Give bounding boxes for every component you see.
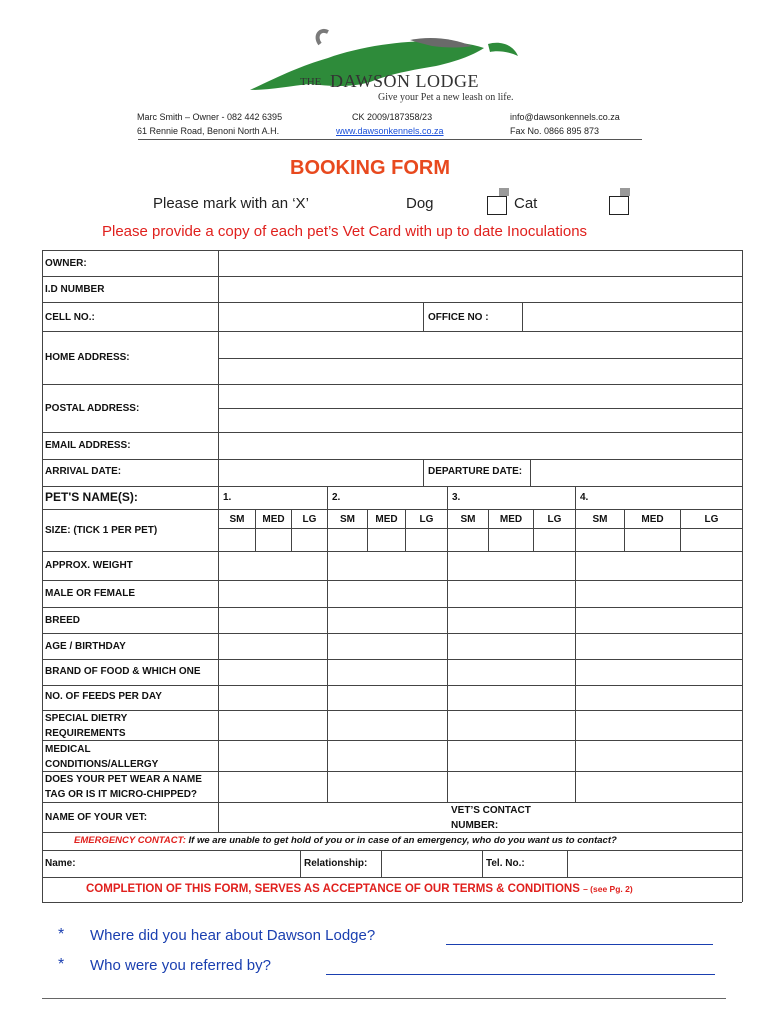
fax-number: Fax No. 0866 895 873	[510, 126, 600, 136]
medical-label: MEDICAL CONDITIONS/ALLERGY	[45, 744, 159, 770]
vet-card-notice: Please provide a copy of each pet’s Vet Card with up to date Inoculations	[102, 223, 588, 240]
answer-hear-about-field[interactable]	[446, 944, 713, 945]
checkbox-shadow	[499, 188, 509, 196]
answer-referred-by-field[interactable]	[326, 974, 715, 975]
cat-label: Cat	[514, 195, 538, 212]
owner-label: OWNER:	[45, 258, 87, 269]
size-med: MED	[262, 514, 285, 525]
footer-divider	[42, 998, 726, 999]
relationship-label: Relationship:	[304, 858, 368, 869]
size-sm: SM	[592, 514, 608, 525]
name-label: Name:	[45, 858, 76, 869]
pet-column-1: 1.	[223, 492, 232, 503]
cell-no-label: CELL NO.:	[45, 312, 95, 323]
cell-no-field[interactable]	[219, 303, 422, 331]
size-sm: SM	[340, 514, 355, 525]
age-birthday-label: AGE / BIRTHDAY	[45, 641, 126, 652]
departure-date-field[interactable]	[531, 460, 741, 486]
completion-notice	[86, 883, 633, 895]
size-lg: LG	[302, 514, 317, 525]
website-link[interactable]: www.dawsonkennels.co.za	[336, 126, 444, 136]
office-no-label: OFFICE NO :	[428, 312, 489, 323]
size-lg: LG	[704, 514, 719, 525]
bullet-star: *	[58, 956, 65, 973]
arrival-date-label: ARRIVAL DATE:	[45, 466, 122, 477]
pets-names-label: PET'S NAME(S):	[45, 490, 138, 504]
completion-ref: – (see Pg. 2)	[583, 884, 633, 894]
form-title: BOOKING FORM	[290, 157, 450, 179]
dog-checkbox[interactable]	[487, 196, 507, 215]
emergency-label: EMERGENCY CONTACT:	[74, 835, 186, 846]
question-hear-about: Where did you hear about Dawson Lodge?	[90, 927, 376, 944]
size-sm: SM	[460, 514, 476, 525]
header-divider	[138, 139, 642, 140]
breed-label: BREED	[45, 615, 81, 626]
email-address-label: EMAIL ADDRESS:	[45, 440, 131, 451]
brand-prefix: THE	[300, 76, 322, 88]
bullet-star: *	[58, 926, 65, 943]
brand-food-label: BRAND OF FOOD & WHICH ONE	[45, 666, 201, 677]
male-female-label: MALE OR FEMALE	[45, 588, 135, 599]
brand-tagline: Give your Pet a new leash on life.	[378, 92, 514, 103]
dog-label: Dog	[406, 195, 434, 212]
name-vet-label: NAME OF YOUR VET:	[45, 812, 148, 823]
size-med: MED	[499, 514, 523, 525]
contact-owner: Marc Smith – Owner - 082 442 6395	[137, 112, 283, 122]
emergency-text: If we are unable to get hold of you or in case of an emergency, who do you want us to contact?	[188, 835, 617, 846]
vet-contact-label: VET’S CONTACT NUMBER:	[451, 805, 531, 831]
pet-column-3: 3.	[452, 492, 461, 503]
email-contact: info@dawsonkennels.co.za	[510, 112, 620, 122]
contact-address: 61 Rennie Road, Benoni North A.H.	[137, 126, 280, 136]
email-address-field[interactable]	[219, 433, 741, 459]
approx-weight-label: APPROX. WEIGHT	[45, 560, 133, 571]
arrival-date-field[interactable]	[219, 460, 422, 486]
size-lg: LG	[419, 514, 434, 525]
office-no-field[interactable]	[523, 303, 741, 331]
brand-name: DAWSON LODGE	[330, 71, 480, 91]
name-tag-label: DOES YOUR PET WEAR A NAME TAG OR IS IT MICRO-CHIPPED?	[45, 774, 202, 800]
id-number-field[interactable]	[219, 277, 741, 302]
feeds-per-day-label: NO. OF FEEDS PER DAY	[45, 691, 162, 702]
size-med: MED	[641, 514, 664, 525]
completion-text: COMPLETION OF THIS FORM, SERVES AS ACCEPTANCE OF OUR TERMS & CONDITIONS	[86, 883, 580, 895]
cat-checkbox[interactable]	[609, 196, 629, 215]
departure-date-label: DEPARTURE DATE:	[428, 466, 523, 477]
owner-field[interactable]	[219, 251, 741, 276]
home-address-label: HOME ADDRESS:	[45, 352, 130, 363]
postal-address-label: POSTAL ADDRESS:	[45, 403, 140, 414]
tel-no-label: Tel. No.:	[486, 858, 525, 869]
size-label: SIZE: (TICK 1 PER PET)	[45, 525, 158, 536]
checkbox-shadow	[620, 188, 630, 196]
size-lg: LG	[547, 514, 562, 525]
pet-column-4: 4.	[580, 492, 589, 503]
mark-instruction: Please mark with an ‘X’	[153, 195, 309, 212]
special-diet-label: SPECIAL DIETRY REQUIREMENTS	[45, 713, 128, 739]
home-address-field[interactable]	[219, 332, 741, 384]
size-med: MED	[375, 514, 398, 525]
size-sm: SM	[229, 514, 245, 525]
id-number-label: I.D NUMBER	[45, 284, 105, 295]
pet-column-2: 2.	[332, 492, 341, 503]
emergency-line	[74, 835, 617, 846]
postal-address-field[interactable]	[219, 385, 741, 432]
question-referred-by: Who were you referred by?	[90, 957, 271, 974]
ck-number: CK 2009/187358/23	[352, 112, 433, 122]
